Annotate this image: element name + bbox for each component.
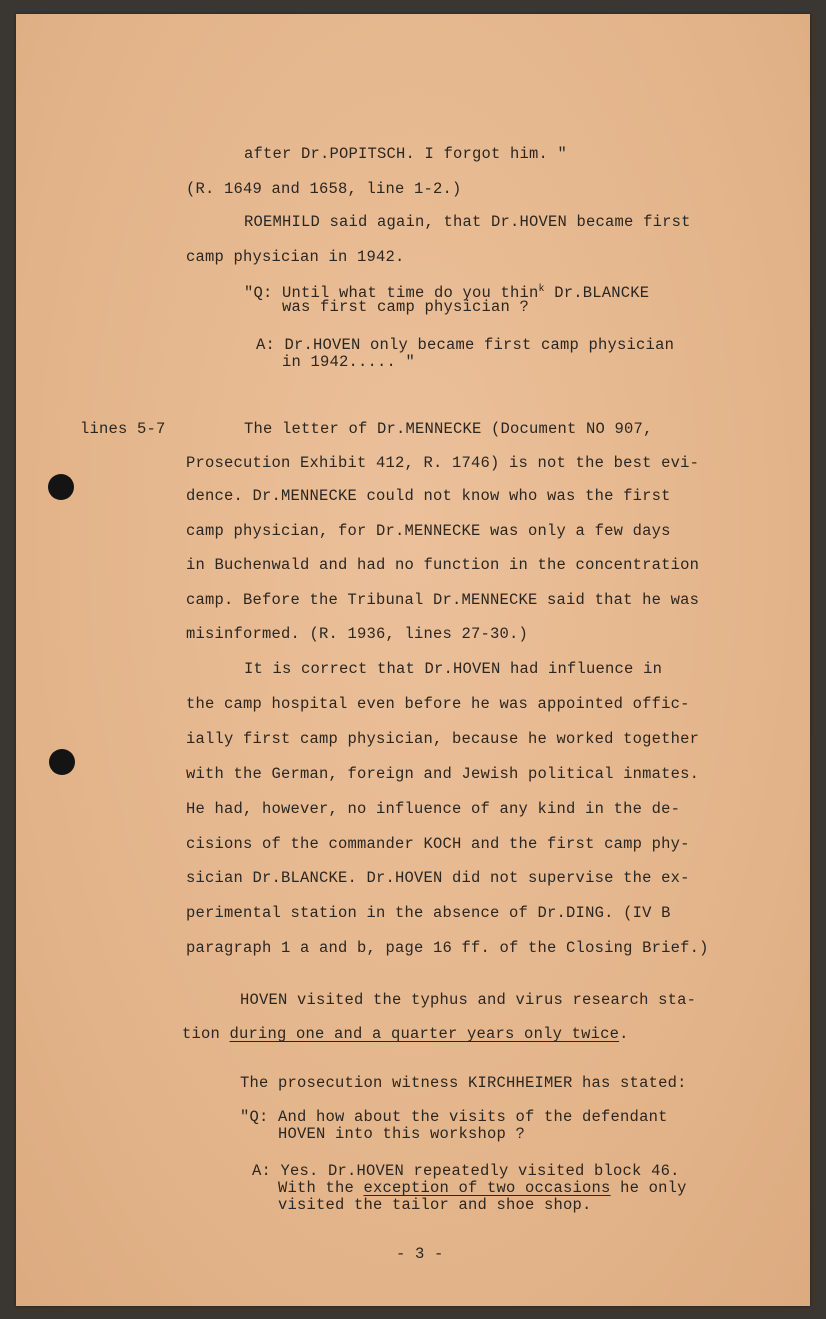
text-line: camp physician in 1942. <box>186 248 405 266</box>
text-line: with the German, foreign and Jewish political inmates. <box>186 765 700 783</box>
quote-question: "Q: Until what time do you thin$^k$ Dr.BLANCKE <box>244 284 650 303</box>
text-line: cisions of the commander KOCH and the first camp phy- <box>186 835 690 853</box>
text-line: perimental station in the absence of Dr.DING. (IV B <box>186 904 671 922</box>
text-line: tion during one and a quarter years only twice. <box>182 1025 629 1043</box>
punch-hole-top <box>48 474 74 500</box>
text-line: sician Dr.BLANCKE. Dr.HOVEN did not supervise the ex- <box>186 869 690 887</box>
text-line: misinformed. (R. 1936, lines 27-30.) <box>186 625 529 643</box>
quote-answer: in 1942..... " <box>282 353 416 371</box>
text-line: camp. Before the Tribunal Dr.MENNECKE said that he was <box>186 591 700 609</box>
underlined-text: during one and a quarter years only twice <box>229 1025 620 1043</box>
quote-question: "Q: And how about the visits of the defendant <box>240 1108 668 1126</box>
text-line: It is correct that Dr.HOVEN had influence in <box>244 660 663 678</box>
margin-note: lines 5-7 <box>80 420 166 438</box>
text-line: (R. 1649 and 1658, line 1-2.) <box>186 180 462 198</box>
text-line: dence. Dr.MENNECKE could not know who was the first <box>186 487 671 505</box>
quote-answer: visited the tailor and shoe shop. <box>278 1196 592 1214</box>
quote-question: was first camp physician ? <box>282 298 530 316</box>
text-line: ROEMHILD said again, that Dr.HOVEN became first <box>244 213 691 231</box>
text-line: ially first camp physician, because he worked together <box>186 730 700 748</box>
page-number: - 3 - <box>396 1245 444 1263</box>
underlined-text: exception of two occasions <box>363 1179 611 1197</box>
quote-answer: With the exception of two occasions he only <box>278 1179 687 1197</box>
text-line: He had, however, no influence of any kind in the de- <box>186 800 681 818</box>
text-line: the camp hospital even before he was appointed offic- <box>186 695 690 713</box>
document-page <box>16 14 810 1306</box>
text-line: in Buchenwald and had no function in the concentration <box>186 556 700 574</box>
text-line: HOVEN visited the typhus and virus research sta- <box>240 991 697 1009</box>
text-line: The prosecution witness KIRCHHEIMER has stated: <box>240 1074 687 1092</box>
quote-answer: A: Yes. Dr.HOVEN repeatedly visited block 46. <box>252 1162 680 1180</box>
text-line: Prosecution Exhibit 412, R. 1746) is not the best evi- <box>186 454 700 472</box>
text-line: paragraph 1 a and b, page 16 ff. of the Closing Brief.) <box>186 939 709 957</box>
text-line: after Dr.POPITSCH. I forgot him. " <box>244 145 568 163</box>
quote-answer: A: Dr.HOVEN only became first camp physician <box>256 336 675 354</box>
quote-question: HOVEN into this workshop ? <box>278 1125 526 1143</box>
punch-hole-bottom <box>49 749 75 775</box>
text-line: camp physician, for Dr.MENNECKE was only a few days <box>186 522 671 540</box>
text-line: The letter of Dr.MENNECKE (Document NO 907, <box>244 420 653 438</box>
